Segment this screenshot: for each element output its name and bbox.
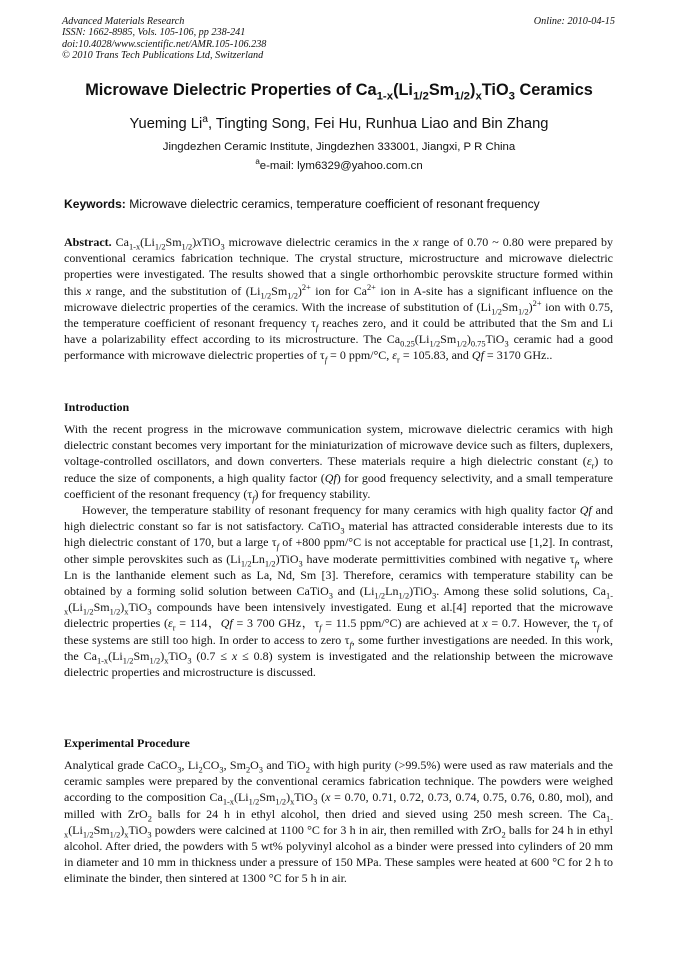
introduction-body: With the recent progress in the microwave communication system, microwave dielectric ceramics with high dielectric constant becomes very important for the miniaturization of microwave device such as filters, duplexers, voltage-controlled oscillators, and down converters. These materials require a high dielectric constant $(\varepsilon_r)$ to reduce the size of components, a high quality factor (Qf) for good frequency selectivity, and a small temperature coefficient of the resonant frequency $(\tau_f)$ for frequency stability. However, the temperature stability of resonant frequency for many ceramics with high quality factor Qf and high dielectric constant so far is not satisfactory. CaTiO$_3$ material has attracted considerable interests due to its high dielectric constant of 170, but a large $\tau_f$ of +800 ppm/°C is not acceptable for practical use [1,2]. In contrast, other simple perovskites such as $(Li_{1/2}Ln_{1/2})TiO_3$ have moderate permittivities combined with negative $\tau_f$, where Ln is the lanthanide element such as La, Nd, Sm [3]. Therefore, ceramics with temperature stability can be obtained by a forming solid solution between CaTiO$_3$ and $(Li_{1/2}Ln_{1/2})TiO_3$. Among these solid solutions, $Ca_{1-x}(Li_{1/2}Sm_{1/2})_xTiO_3$ compounds have been intensively investigated. Eung et al.[4] reported that the microwave dielectric properties ($\varepsilon_r = 114$，Qf = 3 700 GHz，$\tau_f = 11.5$ ppm/°C) are achieved at x = 0.7. However, the $\tau_f$ of these systems are still too high. In order to access to zero $\tau_f$, some further investigations are needed. In this work, the $Ca_{1-x}(Li_{1/2}Sm_{1/2})_xTiO_3$ (0.7 ≤ x ≤ 0.8) system is investigated and the relationship between the microwave dielectric properties and microstructure is discussed. <box>64 422 614 680</box>
keywords-label: Keywords: <box>64 197 126 211</box>
issn-line: ISSN: 1662-8985, Vols. 105-106, pp 238-241 <box>62 27 246 39</box>
journal-name: Advanced Materials Research <box>62 16 185 27</box>
section-heading-experimental: Experimental Procedure <box>64 736 190 750</box>
copyright-line: © 2010 Trans Tech Publications Ltd, Switzerland <box>62 50 264 62</box>
online-date: Online: 2010-04-15 <box>533 16 615 27</box>
abstract-label: Abstract. <box>64 235 112 249</box>
keywords-text: Microwave dielectric ceramics, temperature coefficient of resonant frequency <box>125 197 540 211</box>
section-heading-introduction: Introduction <box>64 400 130 414</box>
author-list: Yueming Li$^a$, Tingting Song, Fei Hu, Runhua Liao and Bin Zhang <box>129 114 549 132</box>
paper-title: Microwave Dielectric Properties of $Ca_{1-x}(Li_{1/2}Sm_{1/2})_xTiO_3$ Ceramics <box>85 81 593 103</box>
keywords <box>64 197 624 211</box>
doi-line: doi:10.4028/www.scientific.net/AMR.105-106.238 <box>62 38 267 50</box>
email: $^a$e-mail: lym6329@yahoo.com.cn <box>255 157 423 172</box>
journal-header <box>62 16 266 62</box>
affiliation: Jingdezhen Ceramic Institute, Jingdezhen 333001, Jiangxi, P R China <box>162 141 516 153</box>
experimental-body: Analytical grade CaCO$_3$, $Li_2CO_3$, $Sm_2O_3$ and TiO$_2$ with high purity (>99.5%) were used as raw materials and the ceramic samples were prepared by the conventional ceramics fabrication technique. The powders were weighed according to the composition $Ca_{1-x}(Li_{1/2}Sm_{1/2})_xTiO_3$ (x = 0.70, 0.71, 0.72, 0.73, 0.74, 0.75, 0.76, 0.80, mol), and milled with ZrO$_2$ balls for 24 h in ethyl alcohol, then dried and sieved using 250 mesh screen. The $Ca_{1-x}(Li_{1/2}Sm_{1/2})_xTiO_3$ powders were calcined at 1100 °C for 3 h in air, then remilled with ZrO$_2$ balls for 24 h in ethyl alcohol. After dried, the powders with 5 wt% polyvinyl alcohol as a binder were pressed into cylinders of 20 mm in diameter and 10 mm in thickness under a pressure of 150 MPa. These samples were heated at 600 °C for 2 h to eliminate the binder, then sintered at 1300 °C for 5 h in air. <box>64 758 614 886</box>
abstract: Abstract. $Ca_{1-x}(Li_{1/2}Sm_{1/2})xTiO_3$ microwave dielectric ceramics in the x range of 0.70 ~ 0.80 were prepared by conventional ceramics fabrication technique. The crystal structure, microstructure and microwave dielectric properties were investigated. The results showed that a single orthorhombic perovskite structure formed within this x range, and the substitution of $(Li_{1/2}Sm_{1/2})^{2+}$ ion for $Ca^{2+}$ ion in A-site has a significant influence on the microwave dielectric properties of the ceramics. With the increase of substitution of $(Li_{1/2}Sm_{1/2})^{2+}$ ion with 0.75, the temperature coefficient of resonant frequency $\tau_f$ reaches zero, and it could be attributed that the Sm and Li have a polarizability effect according to its microstructure. The $Ca_{0.25}(Li_{1/2}Sm_{1/2})_{0.75}TiO_3$ ceramic had a good performance with microwave dielectric properties of $\tau_f = 0$ ppm/°C, $\varepsilon_r = 105.83$, and Qf = 3170 GHz.. <box>64 235 613 365</box>
